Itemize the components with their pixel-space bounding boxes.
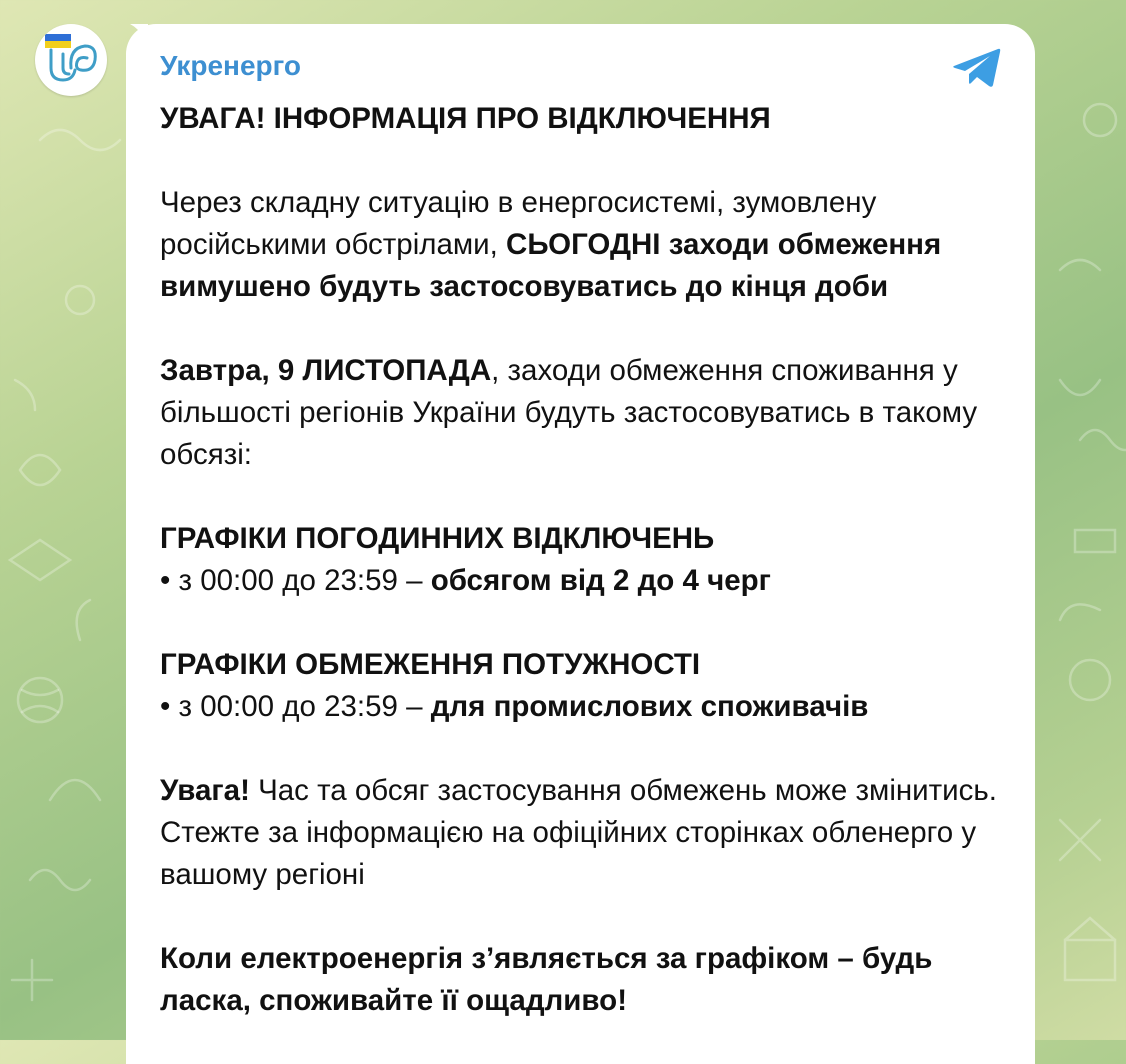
hourly-outage-heading: ГРАФІКИ ПОГОДИННИХ ВІДКЛЮЧЕНЬ: [160, 522, 715, 555]
hourly-outage-time: • з 00:00 до 23:59 –: [160, 564, 431, 597]
warning-paragraph: [160, 770, 1010, 896]
closing-paragraph: [160, 938, 1010, 1022]
power-limit-item: [160, 686, 1010, 728]
hourly-outage-scope: обсягом від 2 до 4 черг: [430, 564, 771, 597]
channel-post-bubble: [126, 24, 1035, 1064]
telegram-share-icon[interactable]: [952, 46, 1002, 90]
hourly-outage-item: [160, 560, 1010, 602]
channel-name[interactable]: Укренерго: [160, 50, 302, 81]
message-title: [160, 98, 1010, 140]
closing-text: Коли електроенергія з’являється за графіком – будь ласка, споживайте її ощадливо!: [160, 942, 933, 1017]
tomorrow-restriction-text: , заходи обмеження споживання у більшості регіонів України будуть застосовуватись в такому обсязі:: [160, 354, 978, 471]
message-title-text: УВАГА! ІНФОРМАЦІЯ ПРО ВІДКЛЮЧЕННЯ: [160, 102, 771, 135]
message-paragraph-today: [160, 182, 1010, 308]
ukrenergo-logo-icon: [35, 24, 107, 96]
tomorrow-date-text: Завтра, 9 ЛИСТОПАДА: [160, 354, 492, 387]
power-limit-time: • з 00:00 до 23:59 –: [160, 690, 431, 723]
today-intro-text: Через складну ситуацію в енергосистемі, зумовлену російськими обстрілами,: [160, 186, 877, 261]
hourly-outage-section: [160, 518, 1010, 602]
power-limit-scope: для промислових споживачів: [430, 690, 869, 723]
message-text: [160, 98, 1010, 1064]
channel-avatar[interactable]: [35, 24, 107, 96]
today-restriction-text: СЬОГОДНІ заходи обмеження вимушено будуть застосовуватись до кінця доби: [160, 228, 942, 303]
power-limit-section: [160, 644, 1010, 728]
warning-text: Час та обсяг застосування обмежень може змінитись. Стежте за інформацією на офіційних сторінках обленерго у вашому регіоні: [160, 774, 997, 891]
warning-label: Увага!: [160, 774, 250, 807]
power-limit-heading: ГРАФІКИ ОБМЕЖЕННЯ ПОТУЖНОСТІ: [160, 648, 701, 681]
message-paragraph-tomorrow: [160, 350, 1010, 476]
